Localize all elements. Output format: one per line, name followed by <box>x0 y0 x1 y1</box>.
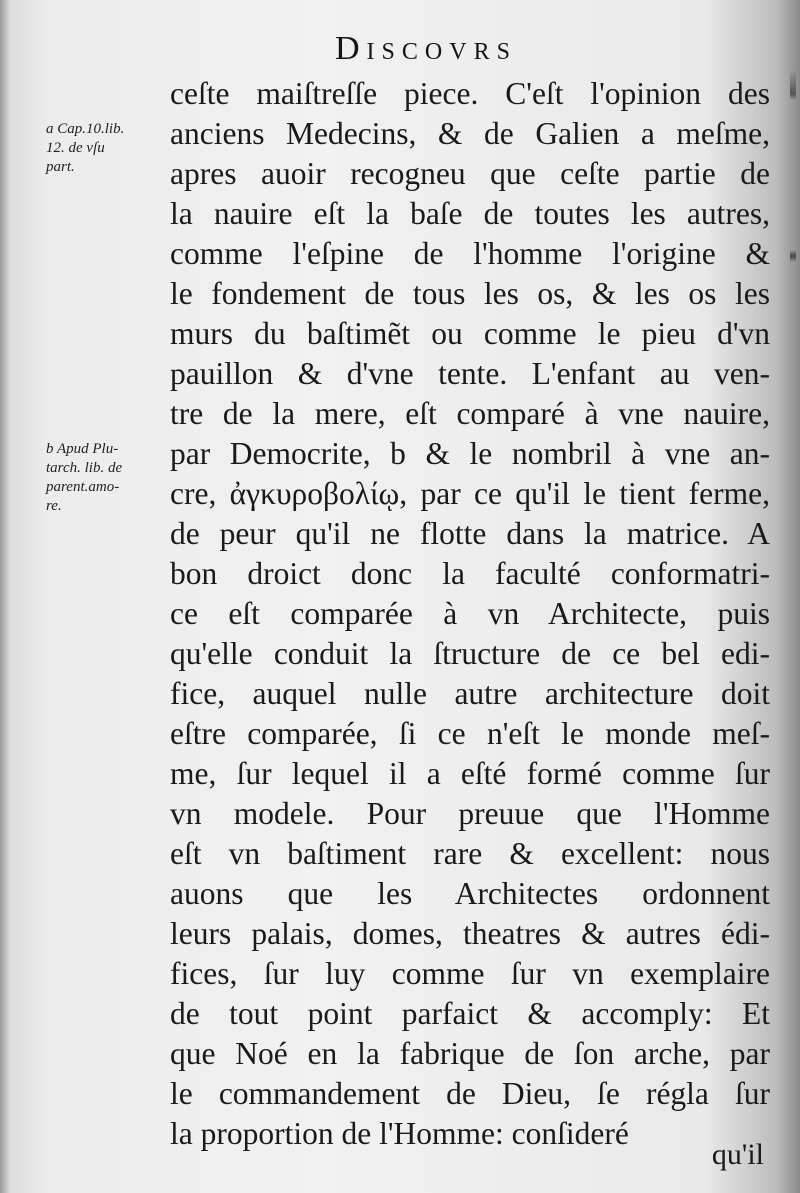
text-line: tre de la mere, eſt comparé à vne nauire, <box>170 396 770 431</box>
text-line: de tout point parfaict & accomply: Et <box>170 996 770 1031</box>
margin-note-line: a Cap.10.lib. <box>46 121 125 137</box>
text-line: leurs palais, domes, theatres & autres édi- <box>170 916 770 951</box>
text-line: vn modele. Pour preuue que l'Homme <box>170 796 770 831</box>
text-line: de peur qu'il ne flotte dans la matrice. A <box>170 516 770 551</box>
text-line: ceſte maiſtreſſe piece. C'eſt l'opinion des <box>170 76 770 111</box>
text-line: eſtre comparée, ſi ce n'eſt le monde meſ- <box>170 716 770 751</box>
text-line: murs du baſtimẽt ou comme le pieu d'vn <box>170 316 770 351</box>
page-gutter-shadow <box>0 0 10 1193</box>
text-line: comme l'eſpine de l'homme l'origine & <box>170 236 770 271</box>
text-line: qu'elle conduit la ſtructure de ce bel edi- <box>170 636 770 671</box>
text-line: auons que les Architectes ordonnent <box>170 876 770 911</box>
text-line: pauillon & d'vne tente. L'enfant au ven- <box>170 356 770 391</box>
margin-note-line: tarch. lib. de <box>46 460 123 476</box>
text-line: cre, ἀγκυροβολίῳ, par ce qu'il le tient ferme, <box>170 476 770 511</box>
text-line: eſt vn baſtiment rare & excellent: nous <box>170 836 770 871</box>
text-line: fice, auquel nulle autre architecture doit <box>170 676 770 711</box>
margin-note-line: 12. de vſu <box>46 140 105 156</box>
text-line: anciens Medecins, & de Galien a meſme, <box>170 116 770 151</box>
page-edge <box>790 70 796 370</box>
text-line: fices, ſur luy comme ſur vn exemplaire <box>170 956 770 991</box>
text-line: que Noé en la fabrique de ſon arche, par <box>170 1036 770 1071</box>
margin-note-line: parent.amo- <box>46 479 120 495</box>
body-text <box>170 74 770 1154</box>
text-line: le commandement de Dieu, ſe régla ſur <box>170 1076 770 1111</box>
text-line: la nauire eſt la baſe de toutes les autres, <box>170 196 770 231</box>
margin-note-b <box>46 440 122 516</box>
text-line: par Democrite, b & le nombril à vne an- <box>170 436 770 471</box>
running-header: Discovrs <box>335 30 517 67</box>
text-line: me, ſur lequel il a eſté formé comme ſur <box>170 756 770 791</box>
margin-note-line: re. <box>46 498 62 514</box>
text-line: le fondement de tous les os, & les os les <box>170 276 770 311</box>
text-line: bon droict donc la faculté conformatri- <box>170 556 770 591</box>
catchword: qu'il <box>711 1138 764 1171</box>
margin-note-line: part. <box>46 159 75 175</box>
text-line: apres auoir recogneu que ceſte partie de <box>170 156 770 191</box>
margin-note-line: b Apud Plu- <box>46 441 119 457</box>
text-line: ce eſt comparée à vn Architecte, puis <box>170 596 770 631</box>
margin-note-a <box>46 120 124 177</box>
text-line: la proportion de l'Homme: conſideré <box>170 1116 629 1151</box>
